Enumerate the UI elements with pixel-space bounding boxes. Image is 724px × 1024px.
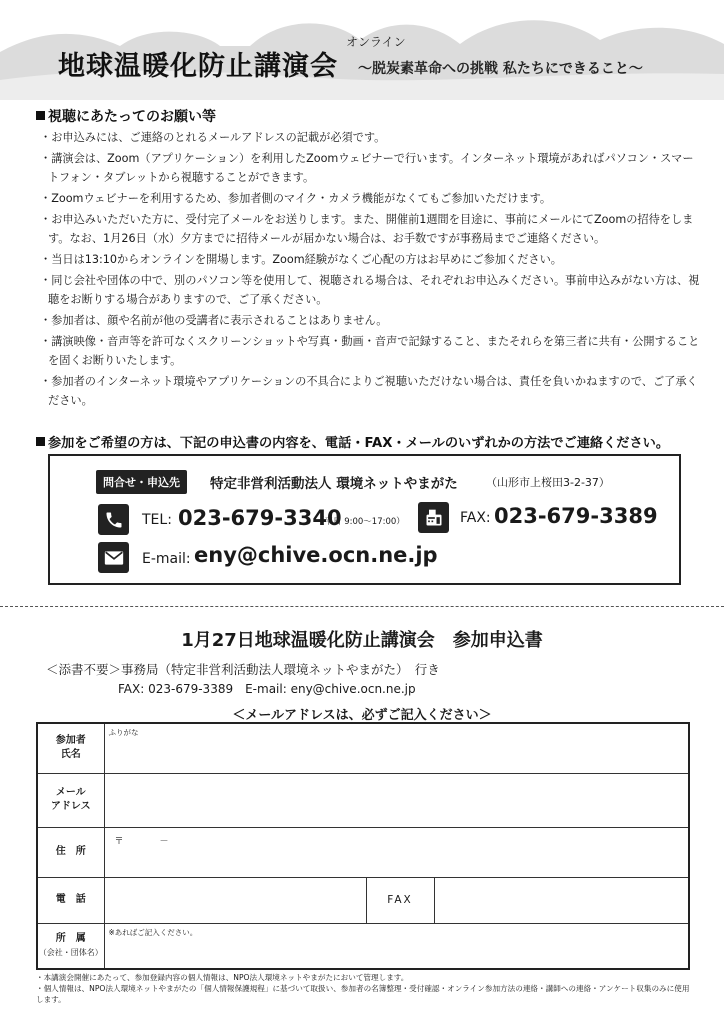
name-field[interactable] [104,723,689,773]
form-note: ＜メールアドレスは、必ずご記入ください＞ [232,708,492,723]
address-field[interactable] [104,827,689,877]
page-subtitle: 〜脱炭素革命への挑戦 私たちにできること〜 [358,61,643,77]
apply-heading: 参加をご希望の方は、下記の申込書の内容を、電話・FAX・メールのいずれかの方法でご連絡ください。 [36,432,669,451]
affiliation-hint: ※あればご記入ください。 [108,927,198,937]
footer-line: ・本講演会開催にあたって、参加登録内容の個人情報は、NPO法人環境ネットやまがたにおいて管理します。 [36,973,409,982]
list-item: ・講演会は、Zoom（アプリケーション）を利用したZoomウェビナーで行います。インターネット環境があればパソコン・スマートフォン・タブレットから視聴することができます。 [40,152,694,184]
furigana-hint: ふりがな [108,728,139,737]
address-label: 住 所 [37,827,104,877]
list-item: ・Zoomウェビナーを利用するため、参加者側のマイク・カメラ機能がなくてもご参加いただけます。 [40,192,552,205]
form-contact: FAX: 023-679-3389 E-mail: eny@chive.ocn.ne.jp [118,682,416,696]
form-destination: ＜添書不要＞事務局（特定非営利活動法人環境ネットやまがた） 行き [46,662,440,677]
fax-label: FAX: [460,510,491,526]
privacy-footer [36,972,696,1005]
name-label: 参加者 氏名 [37,723,104,773]
list-item: ・お申込みには、ご連絡のとれるメールアドレスの記載が必須です。 [40,131,386,144]
table-row [37,877,689,923]
fax-field[interactable] [434,877,689,923]
mail-icon [98,542,129,573]
online-badge: オンライン [346,35,406,49]
mail-label: E-mail: [142,551,191,567]
tel-number[interactable]: 023-679-3340 [178,506,342,530]
mail-address[interactable]: eny@chive.ocn.ne.jp [194,543,438,567]
table-row [37,723,689,773]
affiliation-label: 所 属 （会社・団体名） [37,923,104,969]
tel-hours: （平日 9:00〜17:00） [316,517,405,527]
phone-label: 電 話 [37,877,104,923]
cut-line [0,606,724,607]
list-item: ・参加者のインターネット環境やアプリケーションの不具合によりご視聴いただけない場合は、責任を負いかねますので、ご了承ください。 [40,375,698,407]
org-address: （山形市上桜田3-2-37） [486,476,610,489]
email-label: メール アドレス [37,773,104,827]
table-row [37,773,689,827]
table-row [37,923,689,969]
notices-heading: 視聴にあたってのお願い等 [36,106,216,126]
notices-list [40,128,700,412]
list-item: ・当日は13:10からオンラインを開場します。Zoom経験がなくご心配の方はお早めにご参加ください。 [40,253,562,266]
list-item: ・参加者は、顔や名前が他の受講者に表示されることはありません。 [40,314,388,327]
postal-hint: 〒 － [114,836,169,847]
email-field[interactable] [104,773,689,827]
list-item: ・講演映像・音声等を許可なくスクリーンショットや写真・動画・音声で記録すること、またそれらを第三者に共有・公開することを固くお断りいたします。 [40,335,700,367]
header-banner [0,0,724,100]
fax-icon [418,502,449,533]
footer-line: ・個人情報は、NPO法人環境ネットやまがたの「個人情報保護規程」に基づいて取扱い、参加者の名簿整理・受付確認・オンライン参加方法の連絡・講師への連絡・アンケート収集のみに使用します。 [36,984,690,1004]
contact-label: 問合せ・申込先 [96,470,187,494]
application-form [36,722,690,970]
phone-field[interactable] [104,877,366,923]
square-bullet-icon [36,437,45,446]
contact-box [48,454,681,585]
phone-icon [98,504,129,535]
org-name: 特定非営利活動法人 環境ネットやまがた [210,476,458,492]
table-row [37,827,689,877]
affiliation-field[interactable] [104,923,689,969]
fax-field-label: FAX [366,877,434,923]
tel-label: TEL: [142,512,172,528]
list-item: ・同じ会社や団体の中で、別のパソコン等を使用して、視聴される場合は、それぞれお申込みください。事前申込みがない方は、視聴をお断りする場合がありますので、ご了承ください。 [40,274,700,306]
square-bullet-icon [36,111,45,120]
list-item: ・お申込みいただいた方に、受付完了メールをお送りします。また、開催前1週間を目途に、事前にメールにてZoomの招待をします。なお、1月26日（水）夕方までに招待メールが届かない場合は、お手数ですが事務局までご連絡ください。 [40,213,694,245]
form-title: 1月27日地球温暖化防止講演会 参加申込書 [181,630,543,651]
fax-number: 023-679-3389 [494,504,658,528]
page-title: 地球温暖化防止講演会 [58,51,338,82]
